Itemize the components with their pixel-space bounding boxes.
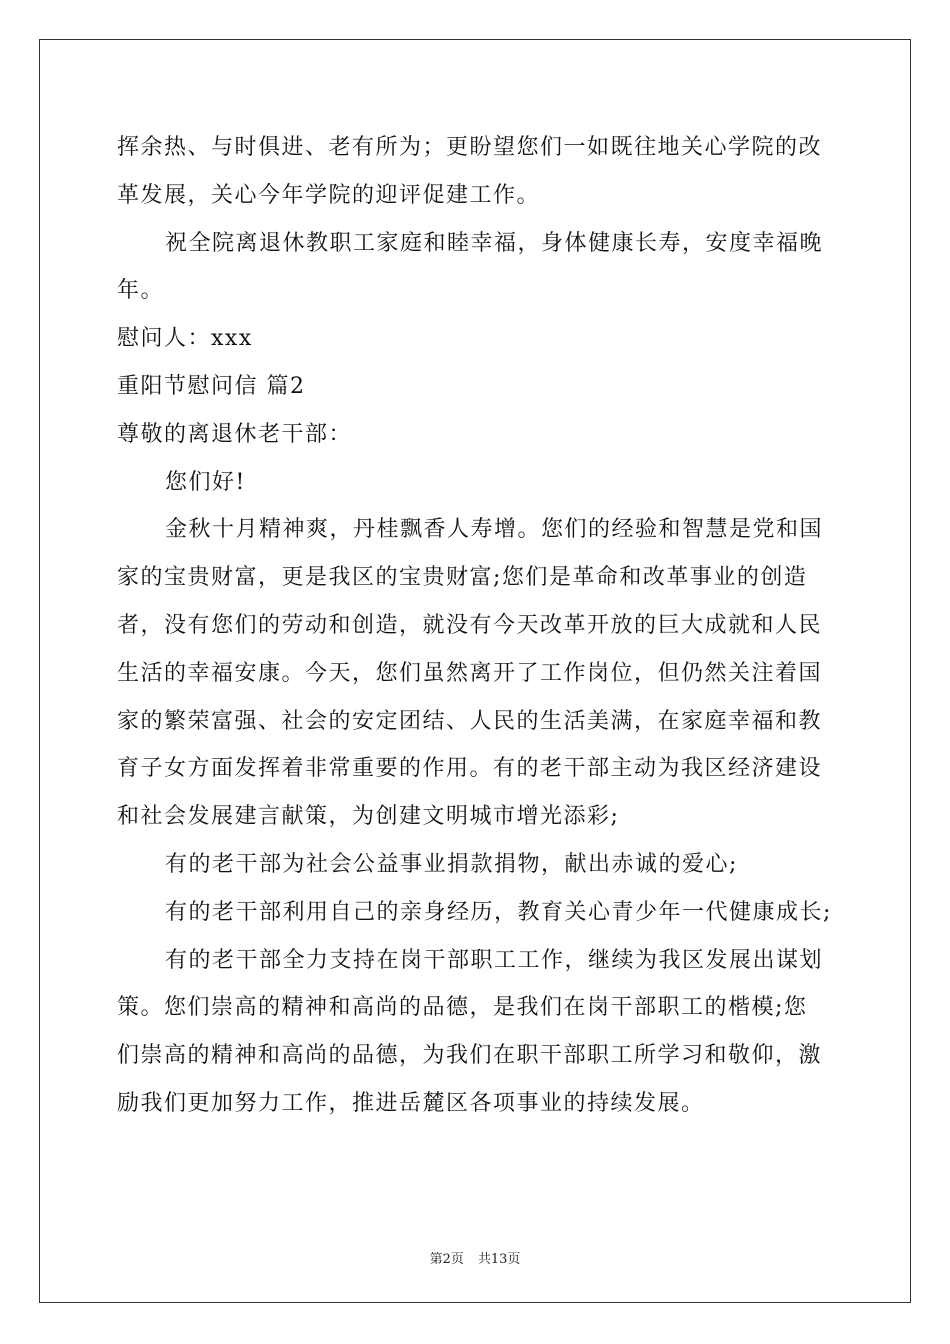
text-line: 有的老干部全力支持在岗干部职工工作，继续为我区发展出谋划 — [165, 947, 824, 973]
page-footer — [0, 1248, 950, 1267]
text-line: 挥余热、与时俱进、老有所为；更盼望您们一如既往地关心学院的改 — [117, 135, 823, 160]
page-total: 共13页 — [477, 1252, 521, 1267]
text-line: 家的宝贵财富，更是我区的宝贵财富;您们是革命和改革事业的创造 — [117, 565, 808, 591]
greeting: 您们好! — [165, 469, 246, 495]
text-line: 有的老干部为社会公益事业捐款捐物，献出赤诚的爱心; — [165, 851, 738, 877]
text-line: 们崇高的精神和高尚的品德，为我们在职干部职工所学习和敬仰，激 — [117, 1043, 823, 1069]
text-line: 者，没有您们的劳动和创造，就没有今天改革开放的巨大成就和人民 — [117, 612, 823, 638]
text-line: 家的繁荣富强、社会的安定团结、人民的生活美满，在家庭幸福和教 — [117, 708, 823, 734]
text-line: 年。 — [117, 278, 165, 304]
text-line: 和社会发展建言献策，为创建文明城市增光添彩; — [117, 804, 620, 830]
section-title: 重阳节慰问信 篇2 — [117, 373, 306, 399]
text-line: 育子女方面发挥着非常重要的作用。有的老干部主动为我区经济建设 — [117, 756, 823, 782]
signature-line: 慰问人：xxx — [117, 326, 253, 352]
text-line: 革发展，关心今年学院的迎评促建工作。 — [117, 182, 541, 208]
text-line: 生活的幸福安康。今天，您们虽然离开了工作岗位，但仍然关注着国 — [117, 660, 823, 686]
text-line: 有的老干部利用自己的亲身经历，教育关心青少年一代健康成长; — [165, 899, 832, 925]
page-number: 第2页 — [429, 1252, 464, 1267]
text-line: 祝全院离退休教职工家庭和睦幸福，身体健康长寿，安度幸福晚 — [165, 230, 824, 256]
text-line: 策。您们崇高的精神和高尚的品德，是我们在岗干部职工的楷模;您 — [117, 995, 808, 1021]
letter-body — [117, 124, 837, 1128]
text-line: 金秋十月精神爽，丹桂飘香人寿增。您们的经验和智慧是党和国 — [165, 517, 824, 543]
text-line: 励我们更加努力工作，推进岳麓区各项事业的持续发展。 — [117, 1090, 705, 1116]
salutation: 尊敬的离退休老干部： — [117, 421, 353, 447]
